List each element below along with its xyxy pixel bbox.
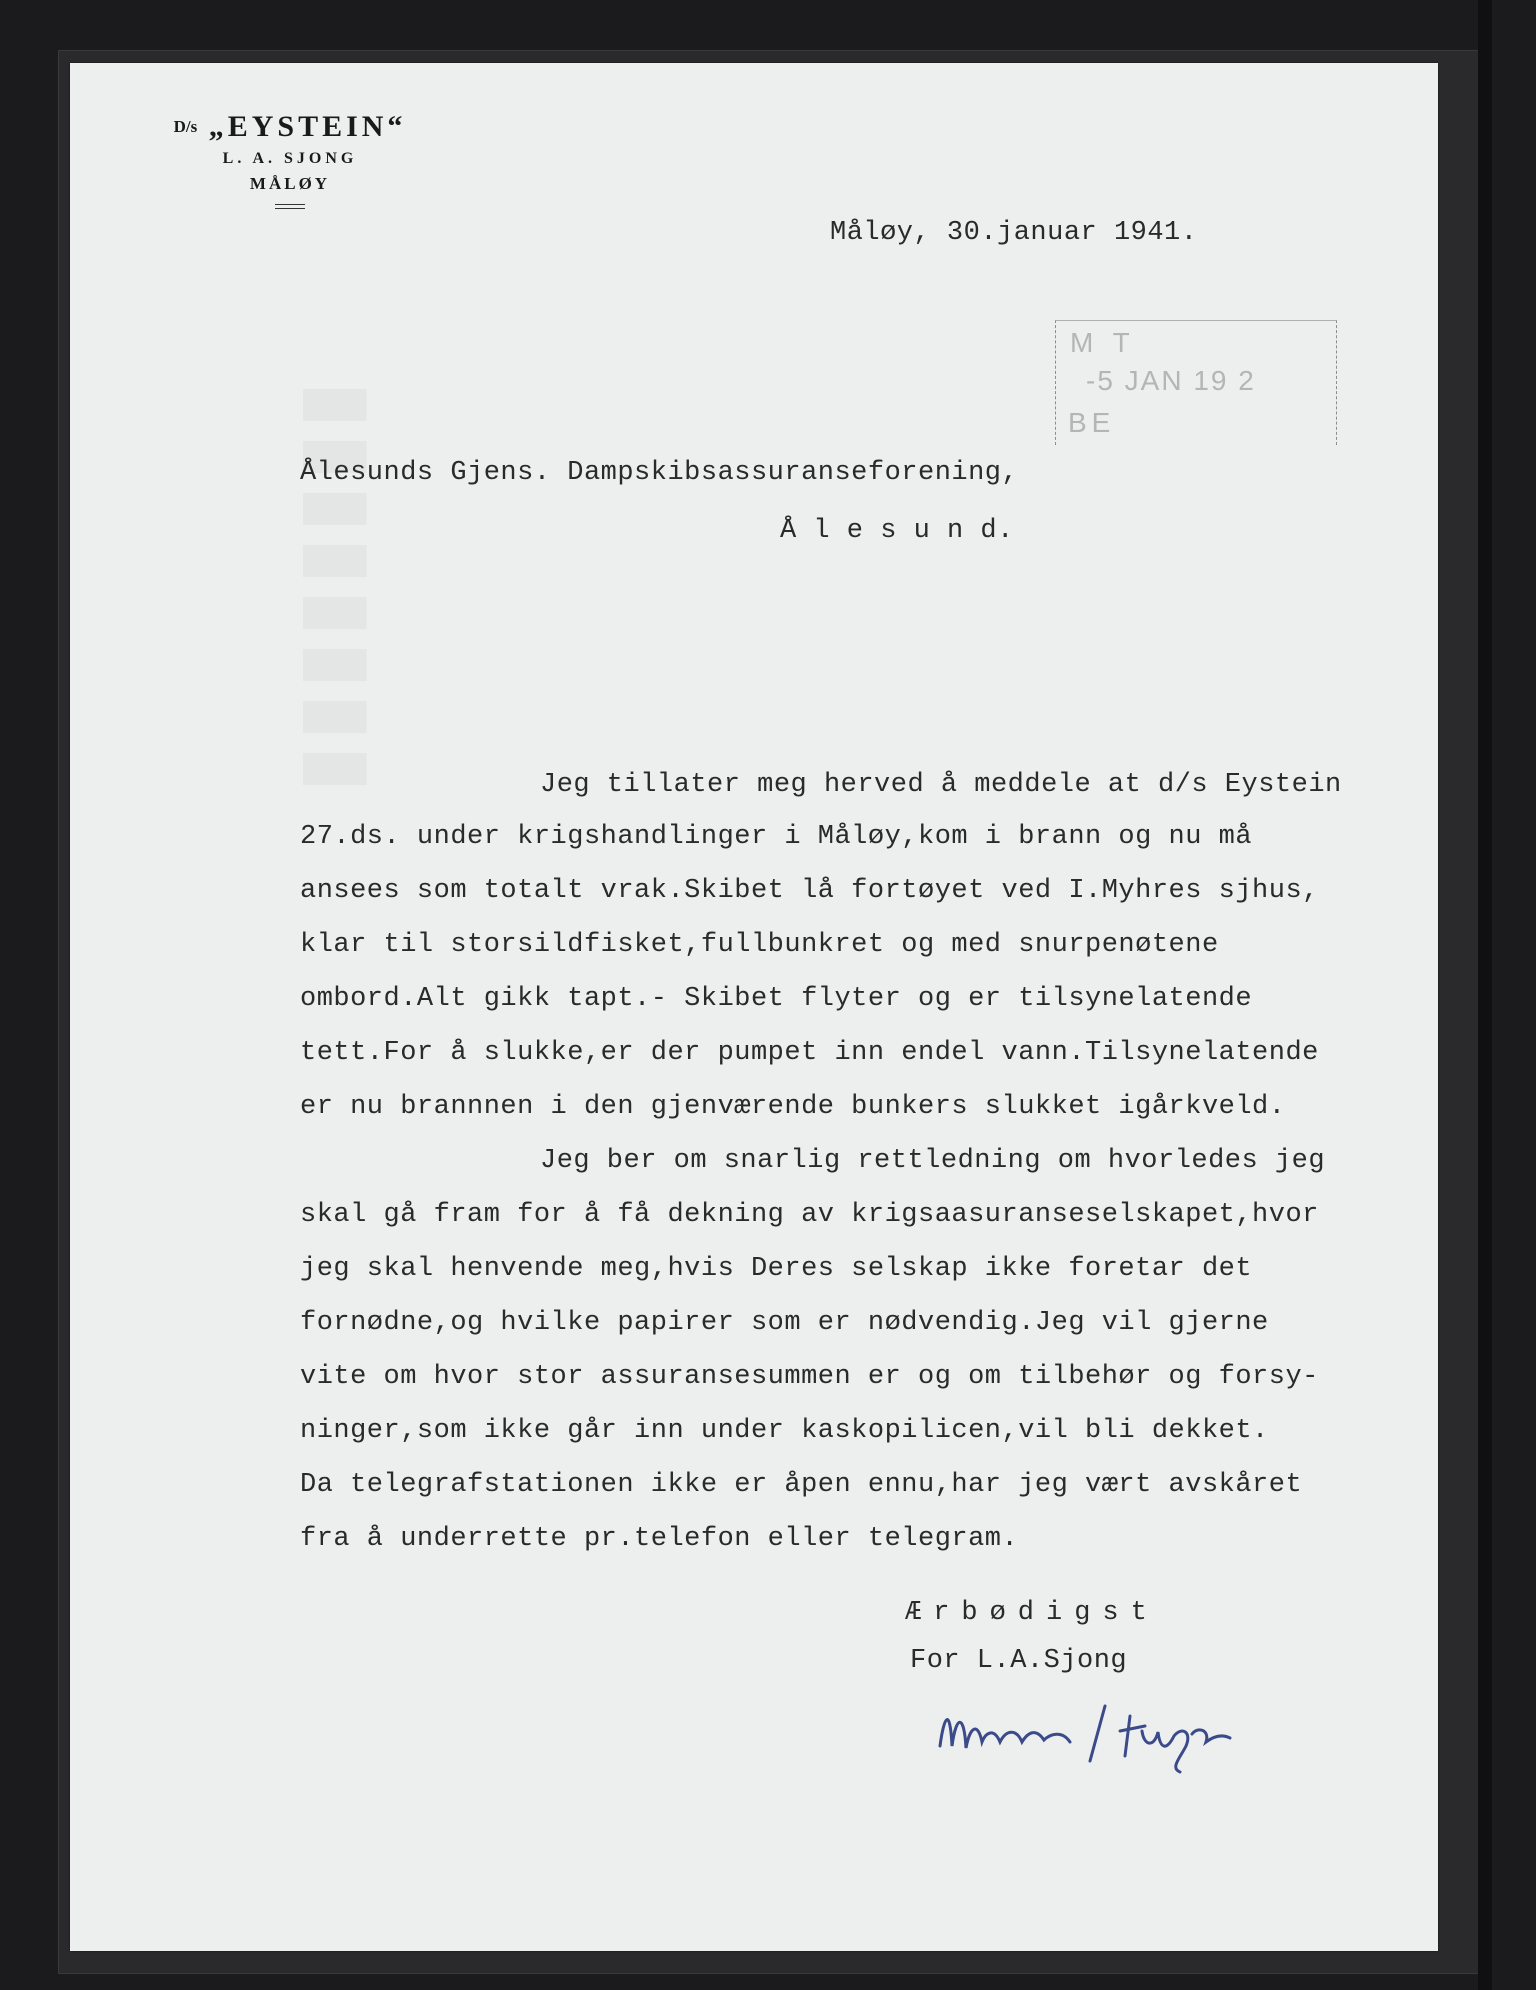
letterhead-company <box>130 110 450 144</box>
signer-line: For L.A.Sjong <box>910 1646 1128 1676</box>
folder-edge <box>1478 0 1492 1990</box>
body-line: Jeg ber om snarlig rettledning om hvorledes jeg <box>540 1146 1326 1176</box>
addressee-name: Ålesunds Gjens. Dampskibsassuranseforening, <box>300 458 1019 488</box>
letterhead-place: MÅLØY <box>249 174 331 193</box>
body-line: er nu brannnen i den gjenværende bunkers slukket igårkveld. <box>300 1092 1286 1122</box>
body-line: ansees som totalt vrak.Skibet lå fortøyet ved I.Myhres sjhus, <box>300 876 1319 906</box>
addressee-city: Å l e s u n d. <box>780 516 1014 546</box>
body-line: skal gå fram for å få dekning av krigsaasuranseselskapet,hvor <box>300 1200 1319 1230</box>
closing-salutation: Ærbødigst <box>905 1598 1159 1628</box>
body-line: Da telegrafstationen ikke er åpen ennu,har jeg vært avskåret <box>300 1470 1303 1500</box>
body-line: ninger,som ikke går inn under kaskopilicen,vil bli dekket. <box>300 1416 1269 1446</box>
body-line: klar til storsildfisket,fullbunkret og med snurpenøtene <box>300 930 1219 960</box>
received-stamp <box>1055 320 1337 445</box>
stamp-line-3: BE <box>1068 407 1116 438</box>
body-line: tett.For å slukke,er der pumpet inn endel vann.Tilsynelatende <box>300 1038 1319 1068</box>
bleed-through-watermark: ▮▮▮▮▮▮▮▮ <box>297 383 386 800</box>
letterhead <box>130 110 450 209</box>
stamp-line-2: -5 JAN 19 2 <box>1086 365 1256 396</box>
body-line: Jeg tillater meg herved å meddele at d/s Eystein <box>540 770 1342 800</box>
handwritten-signature <box>930 1676 1330 1776</box>
stamp-line-1: M T <box>1070 327 1136 358</box>
body-line: 27.ds. under krigshandlinger i Måløy,kom i brann og nu må <box>300 822 1253 852</box>
body-line: jeg skal henvende meg,hvis Deres selskap ikke foretar det <box>300 1254 1253 1284</box>
body-line: fornødne,og hvilke papirer som er nødvendig.Jeg vil gjerne <box>300 1308 1269 1338</box>
body-line: vite om hvor stor assuransesummen er og om tilbehør og forsy- <box>300 1362 1319 1392</box>
letterhead-owner: L. A. SJONG <box>222 150 358 167</box>
letterhead-rule <box>275 204 305 209</box>
letterhead-prefix: D/s <box>173 117 198 136</box>
letterhead-company-name: „EYSTEIN“ <box>208 110 407 143</box>
body-line: fra å underrette pr.telefon eller telegram. <box>300 1524 1019 1554</box>
body-line: ombord.Alt gikk tapt.- Skibet flyter og er tilsynelatende <box>300 984 1253 1014</box>
letter-date: Måløy, 30.januar 1941. <box>830 218 1198 248</box>
